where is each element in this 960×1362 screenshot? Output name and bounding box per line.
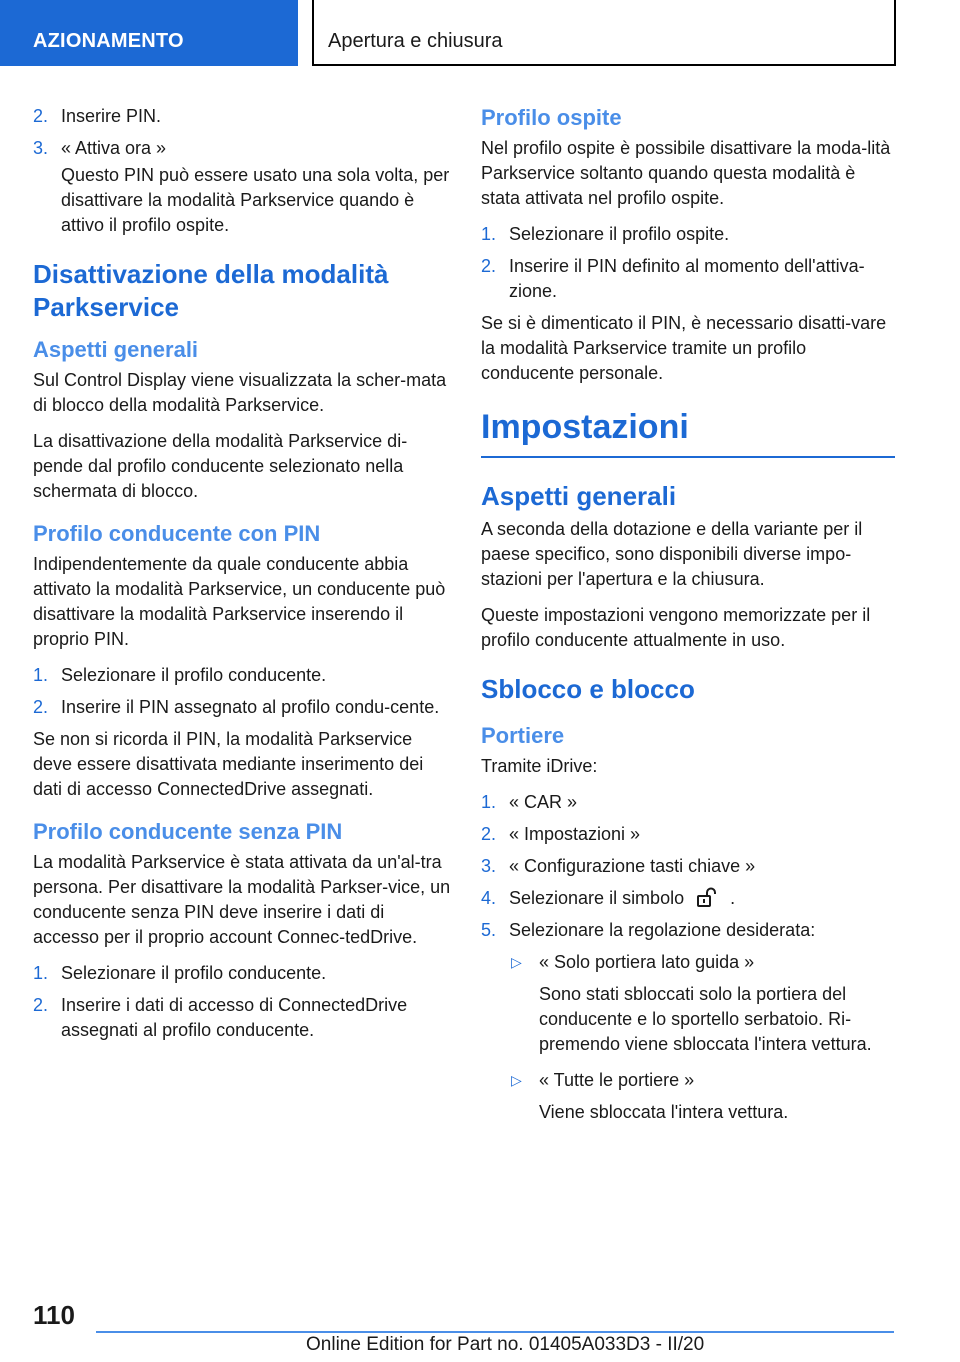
section-tab: AZIONAMENTO — [0, 0, 298, 66]
step-item — [481, 254, 895, 304]
step-text: Selezionare il profilo ospite. — [509, 224, 730, 244]
step-note: Questo PIN può essere usato una sola volta, per disattivare la modalità Parkservice quando è attivo il profilo ospite. — [61, 165, 450, 235]
step-number: 2. — [481, 824, 497, 844]
subsection-heading: Profilo ospite — [481, 105, 622, 130]
edition-text: Online Edition for Part no. 01405A033D3 - II/20 — [306, 1334, 705, 1355]
bullet-triangle-icon: ▷ — [511, 1072, 522, 1088]
step-number: 2. — [33, 697, 49, 717]
step-text — [509, 886, 895, 911]
page-number: 110 — [33, 1300, 75, 1330]
step-text: Inserire il PIN definito al momento dell'attiva-zione. — [509, 256, 865, 301]
subsection-heading: Profilo conducente senza PIN — [33, 819, 343, 844]
subsection-heading: Portiere — [481, 723, 565, 748]
step-text: « Attiva ora » — [61, 138, 167, 158]
step-text: « Impostazioni » — [509, 824, 641, 844]
paragraph: Queste impostazioni vengono memorizzate per il profilo conducente attualmente in uso. — [481, 605, 871, 650]
step-item — [481, 854, 895, 879]
option-description: Sono stati sbloccati solo la portiera del conducente e lo sportello serbatoio. Ri-premendo viene sbloccata l'intera vettura. — [539, 984, 872, 1054]
paragraph: La disattivazione della modalità Parkservice di-pende dal profilo conducente selezionato nella schermata di blocco. — [33, 431, 408, 501]
bullet-triangle-icon: ▷ — [511, 954, 522, 970]
option-description: Viene sbloccata l'intera vettura. — [539, 1102, 789, 1122]
step-item — [33, 104, 451, 129]
option-label: « Tutte le portiere » — [539, 1070, 695, 1090]
section-heading: Aspetti generali — [481, 481, 677, 511]
step-item — [33, 136, 451, 161]
page-header — [0, 0, 960, 66]
footer-divider — [96, 1331, 894, 1333]
option-item — [509, 1068, 895, 1093]
step-number: 2. — [33, 995, 49, 1015]
step-item — [481, 790, 895, 815]
step-item — [33, 663, 451, 688]
step-text: Selezionare la regolazione desiderata: — [509, 920, 816, 940]
step-text-end: . — [730, 888, 736, 908]
paragraph: Nel profilo ospite è possibile disattivare la moda-lità Parkservice soltanto quando questa modalità è stata attivata nel profilo ospite. — [481, 138, 891, 208]
paragraph: Sul Control Display viene visualizzata la scher-mata di blocco della modalità Parkservice. — [33, 370, 447, 415]
step-item — [33, 695, 451, 720]
padlock-open-icon — [694, 887, 720, 907]
step-number: 1. — [481, 792, 497, 812]
step-text: Inserire il PIN assegnato al profilo condu-cente. — [61, 697, 440, 717]
subsection-heading: Profilo conducente con PIN — [33, 521, 321, 546]
step-item — [33, 961, 451, 986]
option-item — [509, 950, 895, 975]
option-label: « Solo portiera lato guida » — [539, 952, 755, 972]
step-text: « Configurazione tasti chiave » — [509, 856, 756, 876]
section-heading: Sblocco e blocco — [481, 674, 695, 704]
step-item — [481, 886, 895, 911]
section-heading: Disattivazione della modalità Parkservice — [33, 259, 389, 322]
paragraph: Indipendentemente da quale conducente abbia attivato la modalità Parkservice, un conducente può disattivare la modalità Parkservice inserendo il proprio PIN. — [33, 554, 446, 649]
step-item — [33, 993, 451, 1043]
chapter-heading: Impostazioni — [481, 406, 895, 458]
subsection-heading: Aspetti generali — [33, 337, 199, 362]
paragraph: Se non si ricorda il PIN, la modalità Parkservice deve essere disattivata mediante inserimento dei dati di accesso ConnectedDrive assegnati. — [33, 729, 424, 799]
paragraph: La modalità Parkservice è stata attivata da un'al-tra persona. Per disattivare la modalità Parkser-vice, un conducente senza PIN deve inserire i dati di accesso per il proprio account Connec-tedDrive. — [33, 852, 451, 947]
step-text: Inserire i dati di accesso di ConnectedDrive assegnati al profilo conducente. — [61, 995, 408, 1040]
step-item — [481, 822, 895, 847]
step-number: 1. — [481, 224, 497, 244]
left-column — [33, 104, 451, 1050]
step-text: Selezionare il profilo conducente. — [61, 665, 327, 685]
step-number: 5. — [481, 920, 497, 940]
step-number: 2. — [481, 256, 497, 276]
step-number: 1. — [33, 665, 49, 685]
paragraph: A seconda della dotazione e della variante per il paese specifico, sono disponibili diverse impo-stazioni per l'apertura e la chiusura. — [481, 519, 863, 589]
step-item — [481, 918, 895, 943]
step-text-lead: Selezionare il simbolo — [509, 888, 685, 908]
step-number: 3. — [481, 856, 497, 876]
paragraph: Tramite iDrive: — [481, 756, 598, 776]
chapter-title: Apertura e chiusura — [312, 0, 896, 66]
step-number: 1. — [33, 963, 49, 983]
right-column — [481, 104, 895, 1136]
step-text: Inserire PIN. — [61, 106, 162, 126]
paragraph: Se si è dimenticato il PIN, è necessario disatti-vare la modalità Parkservice tramite un profilo conducente personale. — [481, 313, 887, 383]
step-text: « CAR » — [509, 792, 578, 812]
step-number: 3. — [33, 138, 49, 158]
step-item — [481, 222, 895, 247]
step-number: 2. — [33, 106, 49, 126]
step-number: 4. — [481, 888, 497, 908]
step-text: Selezionare il profilo conducente. — [61, 963, 327, 983]
